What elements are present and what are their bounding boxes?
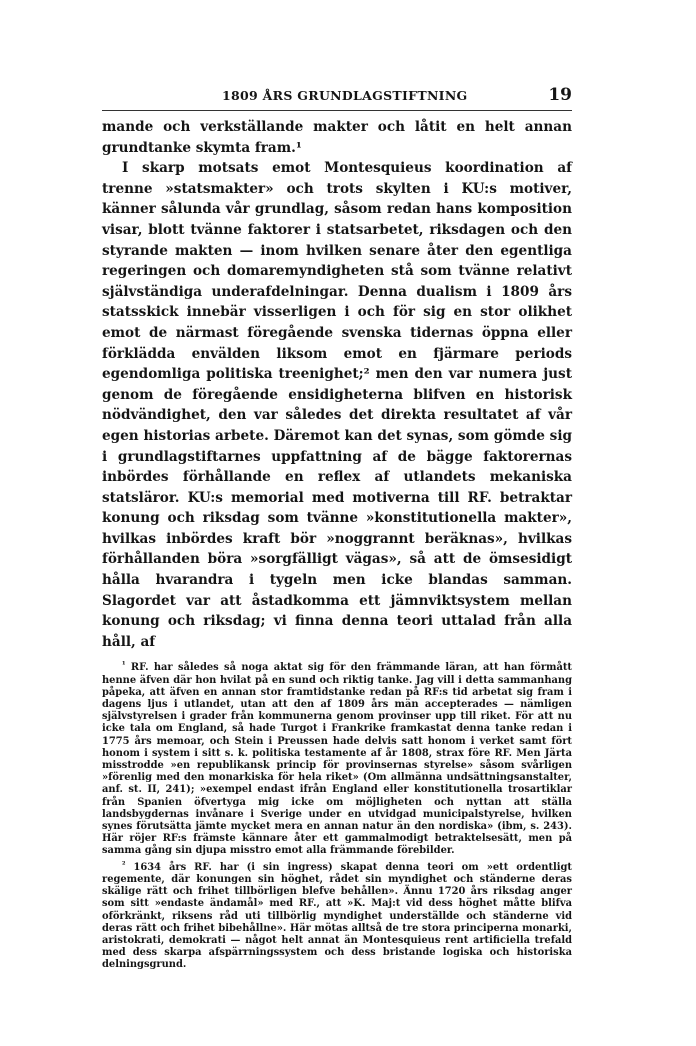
running-title: 1809 ÅRS GRUNDLAGSTIFTNING <box>222 88 468 103</box>
footnote-2-marker: ² <box>122 858 126 869</box>
running-header <box>102 84 572 111</box>
footnote-1 <box>102 658 572 857</box>
footnote-2 <box>102 858 572 972</box>
page-number: 19 <box>548 85 572 105</box>
footnotes <box>102 658 572 971</box>
paragraph-1: mande och verkställande makter och låtit en helt annan grundtanke skymta fram.¹ <box>102 119 572 156</box>
paragraph-2: I skarp motsats emot Montesquieus koordination af trenne »statsmakter» och trots skylten i KU:s motiver, känner sålunda vår grundlag, såsom redan hans komposition visar, blott tvänne faktorer i statsarbetet, riksdagen och den styrande makten — inom hvilken senare åter den egentliga regeringen och domaremyndigheten stå som tvänne relativt självständiga underafdelningar. Denna dualism i 1809 års statsskick innebär visserligen i och för sig en stor olikhet emot de närmast föregående svenska tidernas öppna eller förklädda envälden liksom emot en fjärmare periods egendomliga politiska treenighet;² men den var numera just genom de föregående ensidigheterna blifven en historisk nödvändighet, den var således det direkta resultatet af vår egen historias arbete. Däremot kan det synas, som gömde sig i grundlagstiftarnes uppfattning af de bägge faktorernas inbördes förhållande en reflex af utlandets mekaniska statsläror. KU:s memorial med motiverna till RF. betraktar konung och riksdag som tvänne »konstitutionella makter», hvilkas inbördes kraft bör »noggrannt beräknas», hvilkas förhållanden böra »sorgfälligt vägas», så att de ömsesidigt hålla hvarandra i tygeln men icke blandas samman. Slagordet var att åstadkomma ett jämnviktsystem mellan konung och riksdag; vi finna denna teori uttalad från alla håll, af <box>102 160 572 650</box>
footnote-2-text: 1634 års RF. har (i sin ingress) skapat denna teori om »ett ordentligt regemente, där konungen sin höghet, rådet sin myndighet och ständerne deras skälige rätt och frihet tillbörligen blefve behållen». Ännu 1720 års riksdag anger som sitt »endaste ändamål» med RF., att »K. Maj:t vid dess höghet måtte blifva oförkränkt, riksens råd uti tillbörlig myndighet underställde och ständerne vid deras rätt och frihet bibehållne». Här mötas alltså de tre stora principerna monarki, aristokrati, demokrati — något helt annat än Montesquieus rent artificiella trefald med dess skarpa afspärrningssystem och dess bristande logiska och historiska delningsgrund. <box>102 861 572 971</box>
book-page <box>102 84 572 972</box>
footnote-1-marker: ¹ <box>122 659 126 670</box>
footnote-1-text: RF. har således så noga aktat sig för den främmande läran, att han förmått henne äfven där hon hvilat på en sund och riktig tanke. Jag vill i detta sammanhang påpeka, att äfven en annan stor framtidstanke redan på RF:s tid arbetat sig fram i dagens ljus i utlandet, utan att den af 1809 års män accepterades — nämligen självstyrelsen i grader från kommunerna genom provinser upp till riket. För att nu icke tala om England, så hade Turgot i Frankrike framkastat denna tanke redan i 1775 års memoar, och Stein i Preussen hade delvis satt honom i verket samt fört honom i system i sitt s. k. politiska testamente af år 1808, strax före RF. Men Järta misstrodde »en republikansk princip för provinsernas styrelse» såsom svårligen »förenlig med den monarkiska för hela riket» (Om allmänna undsättningsanstalter, anf. st. II, 241); »exempel endast ifrån England eller konstitutionella trosartiklar från Spanien öfvertyga mig icke om möjligheten och nyttan att ställa landsbygdernas invånare i Sverige under en utvidgad municipalstyrelse, hvilken synes förutsätta jämte mycket mera en annan natur än den nordiska» (ibm, s. 243). Här röjer RF:s främste kännare åter ett gammalmodigt betraktelsesätt, men på samma gång sin djupa misstro emot alla främmande förebilder. <box>102 662 572 857</box>
main-text <box>102 117 572 652</box>
